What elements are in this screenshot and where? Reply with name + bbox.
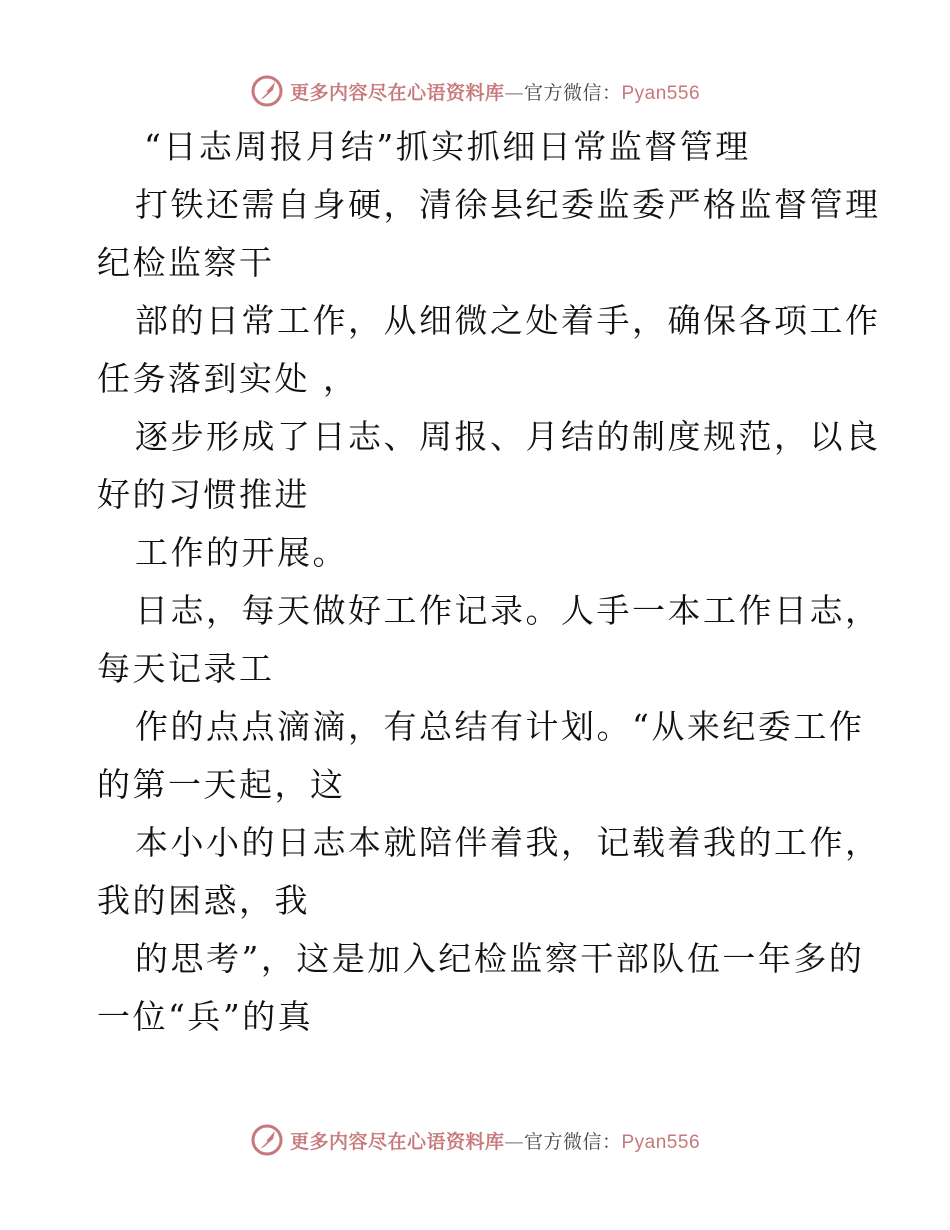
document-body	[97, 118, 881, 1046]
paragraph-line: 部的日常工作，从细微之处着手，确保各项工作	[135, 301, 881, 340]
paragraph-line: 纪检监察干	[97, 243, 275, 282]
watermark-brand: 更多内容尽在心语资料库	[289, 81, 505, 104]
watermark-wechat-label: 官方微信：	[523, 81, 622, 104]
watermark-wechat-id: Pyan556	[621, 1131, 701, 1153]
watermark-separator: —	[504, 81, 524, 104]
paragraph-line: 逐步形成了日志、周报、月结的制度规范，以良	[135, 417, 881, 456]
paragraph-line: 作的点点滴滴，有总结有计划。“从来纪委工作	[135, 707, 865, 746]
paragraph-line: 我的困惑，我	[97, 881, 310, 920]
paragraph-line: 日志，每天做好工作记录。人手一本工作日志，	[135, 591, 881, 630]
paragraph-line: 一位“兵”的真	[97, 997, 314, 1036]
watermark-wechat-id: Pyan556	[621, 82, 701, 104]
paragraph-line: 任务落到实处 ，	[97, 359, 359, 398]
header-watermark	[0, 71, 950, 111]
watermark-brand: 更多内容尽在心语资料库	[289, 1130, 505, 1153]
watermark-separator: —	[504, 1130, 524, 1153]
document-title: “日志周报月结”抓实抓细日常监督管理	[144, 127, 751, 166]
paragraph-line: 好的习惯推进	[97, 475, 310, 514]
quill-logo-icon	[250, 1123, 284, 1157]
paragraph-line: 打铁还需自身硬，清徐县纪委监委严格监督管理	[135, 185, 881, 224]
watermark-text	[290, 1127, 700, 1154]
watermark-text	[290, 78, 700, 105]
paragraph-line: 的思考”，这是加入纪检监察干部队伍一年多的	[135, 939, 865, 978]
watermark-wechat-label: 官方微信：	[523, 1130, 622, 1153]
paragraph-line: 每天记录工	[97, 649, 275, 688]
paragraph-line: 的第一天起，这	[97, 765, 346, 804]
quill-logo-icon	[250, 74, 284, 108]
footer-watermark	[0, 1120, 950, 1160]
paragraph-line: 本小小的日志本就陪伴着我，记载着我的工作，	[135, 823, 881, 862]
paragraph-line: 工作的开展。	[135, 533, 348, 572]
